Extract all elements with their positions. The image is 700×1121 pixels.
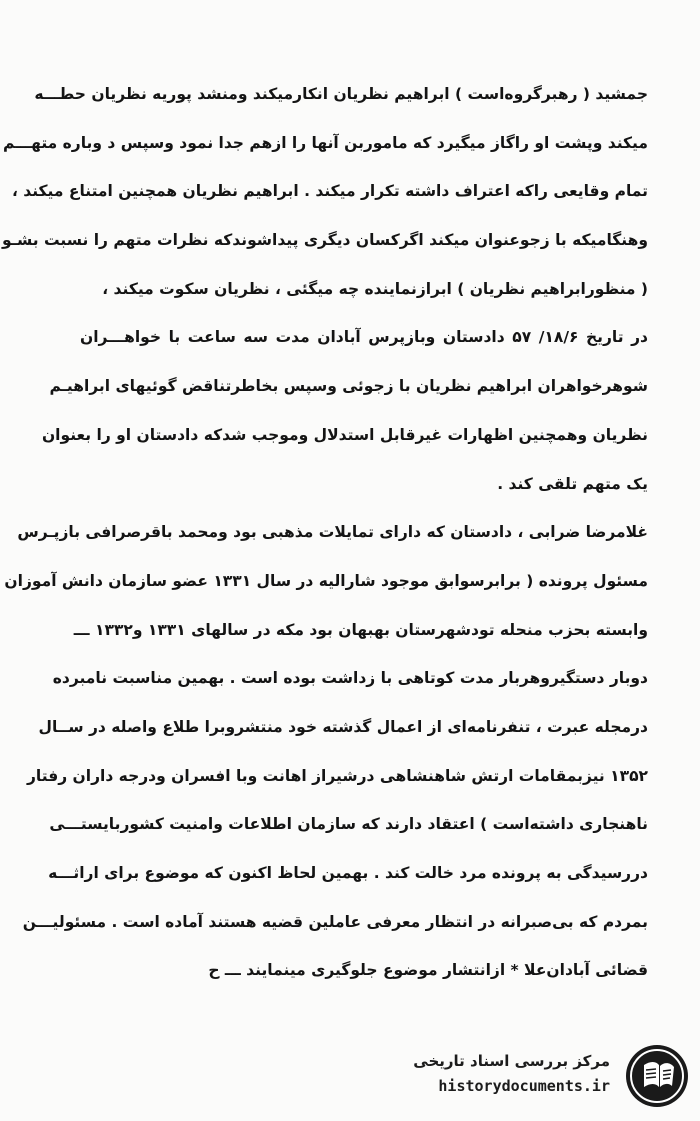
text-line: بمردم که بی‌صبرانه در انتظار معرفی عاملین قضیه هستند آماده است . مسئولیـــن [22,912,648,931]
archive-name: مرکز بررسی اسناد تاریخی [413,1052,610,1070]
text-line: شوهرخواهران ابراهیم نظریان با زجوئی وسپس بخاطرتناقض گوئیهای ابراهیـم [49,377,648,396]
text-line: ۱۳۵۲ نیزبمقامات ارتش شاهنشاهی درشیراز اهانت وبا افسران ودرجه داران رفتار [27,766,648,785]
text-line: دررسیدگی به پرونده مرد خالت کند . بهمین لحاظ اکنون که موضوع برای اراثـــه [48,864,648,882]
text-line: وهنگامیکه با زجوعنوان میکند اگرکسان دیگری پیداشوندکه نظرات متهم را نسبت بشـو [1,231,648,250]
text-line: در تاریخ ۱۸/۶/ ۵۷ دادستان وبازپرس آبادان مدت سه ساعت با خواهـــران [80,328,648,347]
text-line: غلامرضا ضرابی ، دادستان که دارای تمایلات مذهبی بود ومحمد باقرصرافی بازپـرس [17,523,648,542]
text-line: وابسته بحزب منحله تودشهرستان بهبهان بود مکه در سالهای ۱۳۳۱ و۱۳۳۲ ـــ [73,620,648,639]
text-line: قضائی آبادان‌علا * ازانتشار موضوع جلوگیری مینمایند ـــ ح [208,961,648,980]
text-line: نظریان وهمچنین اظهارات غیرقابل استدلال وموجب شدکه دادستان او را بعنوان [41,425,648,444]
text-line: مسئول پرونده ( برابرسوابق موجود شارالیه در سال ۱۳۳۱ عضو سازمان دانش آموزان [4,571,648,590]
archive-url[interactable]: historydocuments.ir [438,1077,610,1095]
text-line: جمشید ( رهبرگروه‌است ) ابراهیم نظریان انکارمیکند ومنشد پوریه نظریان حطـــه [34,85,648,103]
document-text [1,70,648,995]
text-line: ( منظورابراهیم نظریان ) ابرازنماینده چه میگئی ، نظریان سکوت میکند ، [102,279,648,298]
text-line: تمام وقایعی راکه اعتراف داشته تکرار میکند . ابراهیم نظریان همچنین امتناع میکند ، [11,182,648,201]
watermark-footer [405,1043,690,1111]
watermark-text [405,1049,610,1099]
book-logo-icon [624,1043,690,1109]
text-line: میکند وپشت او راگاز میگیرد که ماموربن آنها را ازهم جدا نمود وسپس د وباره متهـــم [3,133,648,152]
text-line: دوبار دستگیروهربار مدت کوتاهی با زداشت بوده است . بهمین مناسبت نامبرده [52,669,648,688]
text-line: درمجله عبرت ، تنفرنامه‌ای از اعمال گذشته خود منتشروبرا طلاع واصله در ســال [38,717,648,736]
text-line: یک متهم تلقی کند . [497,474,648,493]
text-line: ناهنجاری داشته‌است ) اعتقاد دارند که سازمان اطلاعات وامنیت کشوربایستـــی [49,815,648,834]
